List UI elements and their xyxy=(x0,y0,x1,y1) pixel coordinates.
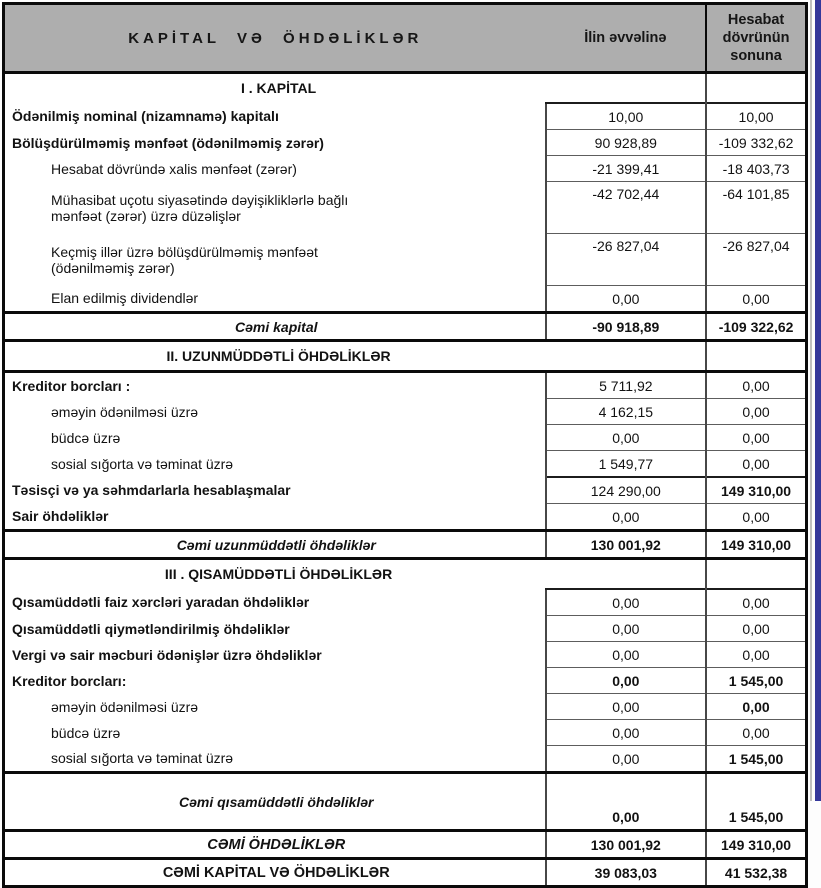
row-label: Keçmiş illər üzrə bölüşdürülməmiş mənfəət (ödənilməmiş zərər) xyxy=(51,243,318,276)
table-row xyxy=(4,103,807,130)
value-beginning-of-year: 0,00 xyxy=(546,642,707,668)
table-row xyxy=(4,182,807,234)
value-end-of-period xyxy=(706,73,806,104)
value-beginning-of-year: -21 399,41 xyxy=(546,156,707,182)
total-row xyxy=(4,313,807,341)
value-end-of-period xyxy=(706,341,806,372)
header-capital-and-liabilities: KAPİTAL VƏ ÖHDƏLİKLƏR xyxy=(4,4,546,73)
section-row xyxy=(4,341,807,372)
row-label: Bölüşdürülməmiş mənfəət (ödənilməmiş zərər) xyxy=(12,134,324,151)
row-label: əməyin ödənilməsi üzrə xyxy=(51,403,199,420)
total-row xyxy=(4,831,807,859)
table-row xyxy=(4,130,807,156)
row-label: Vergi və sair məcburi ödənişlər üzrə öhdəliklər xyxy=(12,646,322,663)
row-label: Elan edilmiş dividendlər xyxy=(51,290,199,307)
value-end-of-period: 41 532,38 xyxy=(706,859,806,887)
value-beginning-of-year: 0,00 xyxy=(546,746,707,773)
value-end-of-period: 10,00 xyxy=(706,103,806,130)
table-row xyxy=(4,156,807,182)
table-row xyxy=(4,451,807,478)
table-row xyxy=(4,504,807,531)
value-end-of-period: -109 332,62 xyxy=(706,130,806,156)
table-row xyxy=(4,694,807,720)
row-label: Kreditor borcları: xyxy=(12,672,127,689)
row-label: II. UZUNMÜDDƏTLİ ÖHDƏLİKLƏR xyxy=(4,341,707,372)
row-label: əməyin ödənilməsi üzrə xyxy=(51,698,199,715)
table-row xyxy=(4,642,807,668)
table-row xyxy=(4,425,807,451)
value-beginning-of-year: 124 290,00 xyxy=(546,477,707,504)
table-header xyxy=(4,4,807,73)
row-label: I . KAPİTAL xyxy=(240,80,317,96)
value-beginning-of-year: 0,00 xyxy=(546,589,707,616)
value-end-of-period: -18 403,73 xyxy=(706,156,806,182)
row-label: Sair öhdəliklər xyxy=(12,508,109,525)
total-row xyxy=(4,773,807,831)
value-end-of-period: -64 101,85 xyxy=(706,182,806,234)
value-beginning-of-year: 130 001,92 xyxy=(546,531,707,559)
section-row xyxy=(4,73,807,104)
value-beginning-of-year: 10,00 xyxy=(546,103,707,130)
value-end-of-period: 0,00 xyxy=(706,399,806,425)
table-body xyxy=(4,73,807,887)
value-end-of-period xyxy=(706,559,806,590)
row-label: Ödənilmiş nominal (nizamnamə) kapitalı xyxy=(12,108,279,125)
value-beginning-of-year: -26 827,04 xyxy=(546,234,707,286)
table-row xyxy=(4,616,807,642)
value-end-of-period: 0,00 xyxy=(706,425,806,451)
value-beginning-of-year: -42 702,44 xyxy=(546,182,707,234)
window-edge-line xyxy=(810,0,812,801)
header-end-of-reporting-period: Hesabat dövrünün sonuna xyxy=(706,4,806,73)
row-label: CƏMİ ÖHDƏLİKLƏR xyxy=(4,831,546,859)
value-beginning-of-year: 0,00 xyxy=(546,286,707,313)
row-label: CƏMİ KAPİTAL VƏ ÖHDƏLİKLƏR xyxy=(162,864,390,881)
section-row xyxy=(4,559,807,590)
row-label: sosial sığorta və təminat üzrə xyxy=(51,455,234,472)
value-beginning-of-year: 4 162,15 xyxy=(546,399,707,425)
value-end-of-period: 1 545,00 xyxy=(706,668,806,694)
table-header-row xyxy=(4,4,807,73)
value-beginning-of-year: 0,00 xyxy=(546,720,707,746)
value-beginning-of-year: 0,00 xyxy=(546,425,707,451)
value-beginning-of-year: 130 001,92 xyxy=(546,831,707,859)
value-end-of-period: 0,00 xyxy=(706,642,806,668)
row-label: Cəmi kapital xyxy=(4,313,546,341)
row-label: Mühasibat uçotu siyasətində dəyişikliklərlə bağlı mənfəət (zərər) üzrə düzəlişlər xyxy=(51,191,349,224)
value-end-of-period: 149 310,00 xyxy=(706,477,806,504)
value-beginning-of-year: 0,00 xyxy=(546,504,707,531)
row-label: III . QISAMÜDDƏTLİ ÖHDƏLİKLƏR xyxy=(164,566,393,582)
total-row xyxy=(4,531,807,559)
value-beginning-of-year: 1 549,77 xyxy=(546,451,707,478)
value-end-of-period: 0,00 xyxy=(706,286,806,313)
row-label: Kreditor borcları : xyxy=(12,377,131,394)
value-end-of-period: 0,00 xyxy=(706,372,806,399)
row-label: Qısamüddətli faiz xərcləri yaradan öhdəliklər xyxy=(12,594,310,611)
value-end-of-period: 149 310,00 xyxy=(706,531,806,559)
value-end-of-period: 0,00 xyxy=(706,616,806,642)
value-beginning-of-year: 5 711,92 xyxy=(546,372,707,399)
row-label: Cəmi uzunmüddətli öhdəliklər xyxy=(4,531,546,559)
balance-table xyxy=(2,2,808,888)
value-end-of-period: 149 310,00 xyxy=(706,831,806,859)
row-label: büdcə üzrə xyxy=(51,429,121,446)
table-row xyxy=(4,746,807,773)
table-row xyxy=(4,477,807,504)
value-end-of-period: 0,00 xyxy=(706,694,806,720)
value-beginning-of-year: 90 928,89 xyxy=(546,130,707,156)
table-row xyxy=(4,720,807,746)
value-end-of-period: 1 545,00 xyxy=(706,746,806,773)
value-end-of-period: -26 827,04 xyxy=(706,234,806,286)
value-end-of-period: 0,00 xyxy=(706,504,806,531)
value-beginning-of-year: -90 918,89 xyxy=(546,313,707,341)
table-row xyxy=(4,286,807,313)
row-label: Qısamüddətli qiymətləndirilmiş öhdəliklər xyxy=(12,620,290,637)
value-beginning-of-year: 0,00 xyxy=(546,773,707,831)
row-label: Təsisçi və ya səhmdarlarla hesablaşmalar xyxy=(12,482,291,499)
value-end-of-period: 0,00 xyxy=(706,720,806,746)
total-row xyxy=(4,859,807,887)
table-row xyxy=(4,668,807,694)
value-end-of-period: 0,00 xyxy=(706,589,806,616)
row-label: Hesabat dövründə xalis mənfəət (zərər) xyxy=(51,160,297,177)
value-end-of-period: 1 545,00 xyxy=(706,773,806,831)
value-beginning-of-year: 0,00 xyxy=(546,668,707,694)
value-beginning-of-year: 39 083,03 xyxy=(546,859,707,887)
value-beginning-of-year: 0,00 xyxy=(546,694,707,720)
row-label: büdcə üzrə xyxy=(51,724,121,741)
row-label: Cəmi qısamüddətli öhdəliklər xyxy=(4,773,546,831)
header-beginning-of-year: İlin əvvəlinə xyxy=(546,4,707,73)
table-row xyxy=(4,589,807,616)
value-end-of-period: 0,00 xyxy=(706,451,806,478)
value-beginning-of-year: 0,00 xyxy=(546,616,707,642)
table-row xyxy=(4,372,807,399)
accent-bar-right xyxy=(815,0,821,801)
table-row xyxy=(4,399,807,425)
value-end-of-period: -109 322,62 xyxy=(706,313,806,341)
row-label: sosial sığorta və təminat üzrə xyxy=(51,750,234,767)
table-row xyxy=(4,234,807,286)
